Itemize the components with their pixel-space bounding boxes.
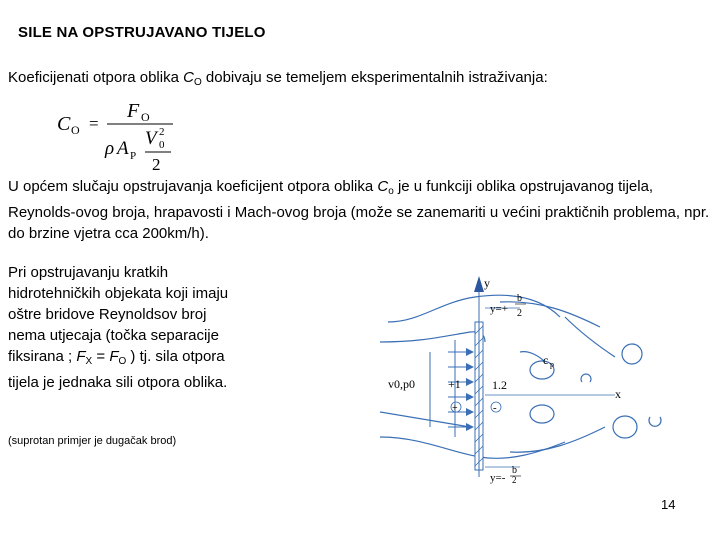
top-two: 2	[517, 308, 522, 319]
formula-lhs: C	[57, 113, 71, 135]
paragraph-2: Pri opstrujavanju kratkih hidrotehničkih objekata koji imaju oštre bridove Reynoldsov broj nema utjecaja (točka separacije fiksirana ; $F_X = F_O$ ) tj. sila otpora tijela je jednaka sili otpora oblika.	[8, 264, 229, 391]
vortices	[530, 344, 661, 438]
inflow-label: v0,p0	[388, 377, 415, 391]
paragraph-1: U općem slučaju opstrujavanja koeficijent otpora oblika $C_o$ je u funkciji oblika opstrujavanog tijela, Reynolds-ovog broja, hrapavosti i Mach-ovog broja (može se zanemariti u većini praktičnih problema, npr. do brzine vjetra cca 200km/h).	[8, 178, 710, 242]
intro-text: Koeficijenati otpora oblika $C_O$ dobivaju se temeljem eksperimentalnih istraživanja:	[8, 69, 548, 88]
page-title: SILE NA OPSTRUJAVANO TIJELO	[18, 24, 266, 41]
formula-two: 2	[152, 155, 161, 174]
formula-equals: =	[89, 114, 99, 133]
y-axis-label: y	[484, 276, 490, 290]
plus-sign: +	[452, 403, 458, 414]
bottom-two: 2	[512, 475, 517, 484]
bottom-b: b	[512, 465, 517, 476]
cp-sub-label: p	[550, 360, 554, 369]
bottom-edge-label: y=-	[490, 472, 506, 484]
formula-area-sub: P	[130, 150, 137, 162]
formula-numerator-sub: O	[141, 110, 150, 124]
minus-sign: -	[493, 402, 497, 414]
flow-diagram	[370, 262, 690, 484]
plus-one-label: +1	[448, 377, 461, 391]
top-b: b	[517, 293, 522, 304]
formula-area: A	[117, 138, 129, 159]
formula-velocity-sub: 0	[159, 139, 165, 151]
y-axis-arrowhead	[474, 276, 484, 292]
top-edge-label: y=+	[490, 303, 508, 315]
drag-coefficient-formula	[55, 98, 185, 178]
formula-velocity: V	[145, 128, 157, 149]
note-text: (suprotan primjer je dugačak brod)	[8, 435, 177, 447]
formula-velocity-power: 2	[159, 126, 165, 138]
formula-numerator: F	[127, 100, 140, 122]
coefficient-label: 1.2	[492, 378, 507, 392]
page-number: 14	[661, 497, 676, 512]
streamlines	[380, 295, 615, 458]
formula-lhs-sub: O	[71, 123, 80, 137]
x-axis-label: x	[615, 387, 621, 401]
cp-label: c	[543, 353, 549, 367]
formula-rho: ρ	[105, 138, 115, 159]
